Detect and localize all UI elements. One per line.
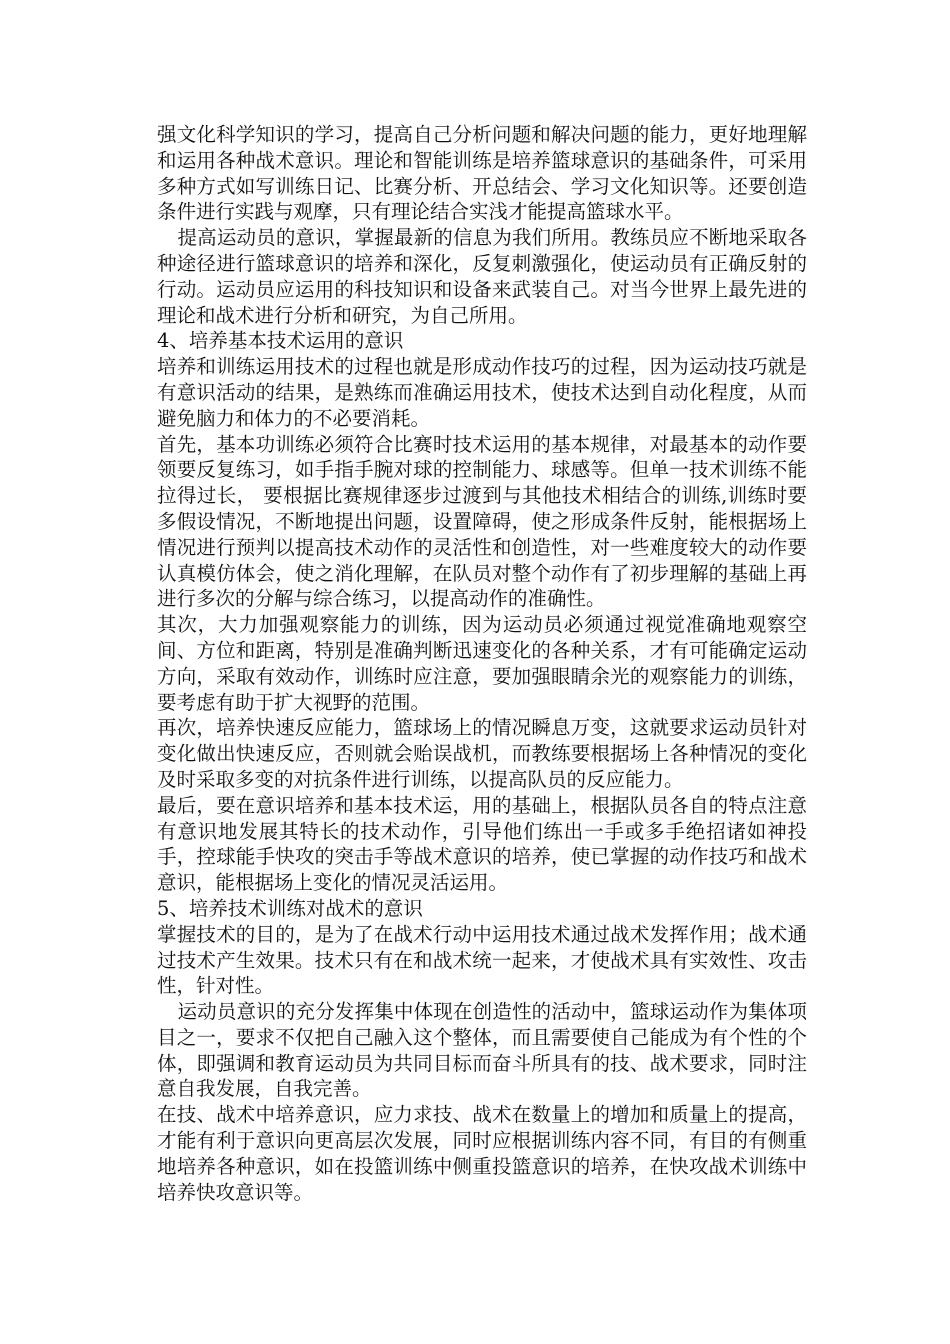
paragraph-last: 最后，要在意识培养和基本技术运，用的基础上，根据队员各自的特点注意有意识地发展其特长的技术动作，引导他们练出一手或多手绝招诸如神投手，控球能手快攻的突击手等战术意识的培养，使已掌握的动作技巧和战术意识，能根据场上变化的情况灵活运用。 — [157, 793, 807, 895]
paragraph-tactics-purpose: 掌握技术的目的，是为了在战术行动中运用技术通过战术发挥作用；战术通过技术产生效果。技术只有在和战术统一起来，才使战术具有实效性、攻击性，针对性。 — [157, 922, 807, 998]
paragraph-technique-intro: 培养和训练运用技术的过程也就是形成动作技巧的过程，因为运动技巧就是有意识活动的结果，是熟练而准确运用技术，使技术达到自动化程度，从而避免脑力和体力的不必要消耗。 — [157, 355, 807, 430]
paragraph-quantity-quality: 在技、战术中培养意识，应力求技、战术在数量上的增加和质量上的提高，才能有利于意识向更高层次发展，同时应根据训练内容不同，有目的有侧重地培养各种意识，如在投篮训练中侧重投篮意识的培养，在快攻战术训练中培养快攻意识等。 — [157, 1103, 807, 1204]
paragraph-first: 首先，基本功训练必须符合比赛时技术运用的基本规律，对最基本的动作要领要反复练习，如手指手腕对球的控制能力、球感等。但单一技术训练不能拉得过长， 要根据比赛规律逐步过渡到与其他技术相结合的训练,训练时要多假设情况，不断地提出问题，设置障碍，使之形成条件反射，能根据场上情况进行预判以提高技术动作的灵活性和创造性，对一些难度较大的动作要认真模仿体会，使之消化理解，在队员对整个动作有了初步理解的基础上再进行多次的分解与综合练习，以提高动作的准确性。 — [157, 432, 807, 611]
paragraph-second: 其次，大力加强观察能力的训练，因为运动员必须通过视觉准确地观察空间、方位和距离，特别是准确判断迅速变化的各种关系，才有可能确定运动方向，采取有效动作，训练时应注意，要加强眼睛余光的观察能力的训练，要考虑有助于扩大视野的范围。 — [157, 613, 807, 714]
paragraph-information: 提高运动员的意识，掌握最新的信息为我们所用。教练员应不断地采取各种途径进行篮球意识的培养和深化，反复刺激强化，使运动员有正确反射的行动。运动员应运用的科技知识和设备来武装自己。对当今世界上最先进的理论和战术进行分析和研究，为自己所用。 — [157, 226, 807, 327]
paragraph-third: 再次，培养快速反应能力，篮球场上的情况瞬息万变，这就要求运动员针对变化做出快速反应，否则就会贻误战机，而教练要根据场上各种情况的变化及时采取多变的对抗条件进行训练，以提高队员的反应能力。 — [157, 716, 807, 791]
document-body — [157, 122, 807, 1205]
section-heading-5: 5、培养技术训练对战术的意识 — [157, 896, 423, 920]
paragraph-creativity: 运动员意识的充分发挥集中体现在创造性的活动中，篮球运动作为集体项目之一，要求不仅把自己融入这个整体，而且需要使自己能成为有个性的个体，即强调和教育运动员为共同目标而奋斗所具有的技、战术要求，同时注意自我发展，自我完善。 — [157, 1000, 807, 1101]
paragraph-theory-training: 强文化科学知识的学习，提高自己分析问题和解决问题的能力，更好地理解和运用各种战术意识。理论和智能训练是培养篮球意识的基础条件，可采用多种方式如写训练日记、比赛分析、开总结会、学习文化知识等。还要创造条件进行实践与观摩，只有理论结合实浅才能提高篮球水平。 — [157, 123, 807, 224]
section-heading-4: 4、培养基本技术运用的意识 — [157, 329, 404, 353]
